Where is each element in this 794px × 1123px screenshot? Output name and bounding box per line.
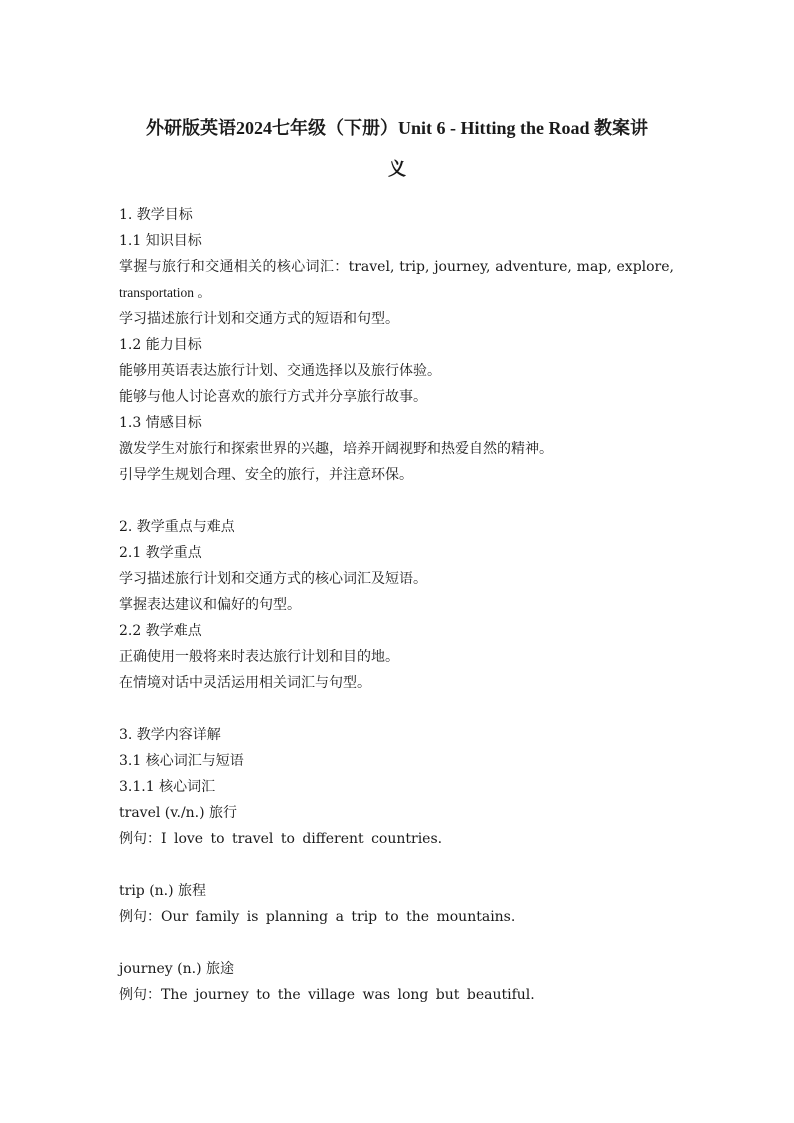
subsection-heading-1-1: 1.1 知识目标 xyxy=(119,233,202,249)
section-heading-2: 2. 教学重点与难点 xyxy=(119,519,235,535)
paragraph: 引导学生规划合理、安全的旅行，并注意环保。 xyxy=(119,467,413,483)
paragraph: 学习描述旅行计划和交通方式的短语和句型。 xyxy=(119,311,399,327)
subsection-heading-2-1: 2.1 教学重点 xyxy=(119,545,202,561)
example-sentence-journey: 例句：The journey to the village was long but beautiful. xyxy=(119,987,535,1003)
paragraph: 能够与他人讨论喜欢的旅行方式并分享旅行故事。 xyxy=(119,389,427,405)
paragraph: 掌握表达建议和偏好的句型。 xyxy=(119,597,301,613)
blank-line xyxy=(119,930,674,956)
document-title-line-2: 义 xyxy=(388,159,406,179)
subsection-heading-1-3: 1.3 情感目标 xyxy=(119,415,202,431)
vocab-entry-trip: trip (n.) 旅程 xyxy=(119,883,207,899)
paragraph: 正确使用一般将来时表达旅行计划和目的地。 xyxy=(119,649,399,665)
paragraph-vocab-list: 掌握与旅行和交通相关的核心词汇：travel, trip, journey, adventure, map, explore, xyxy=(119,259,674,275)
paragraph: 学习描述旅行计划和交通方式的核心词汇及短语。 xyxy=(119,571,427,587)
blank-line xyxy=(119,852,674,878)
section-heading-3: 3. 教学内容详解 xyxy=(119,727,221,743)
document-title-line-1: 外研版英语2024七年级（下册）Unit 6 - Hitting the Road 教案讲 xyxy=(145,118,648,138)
example-sentence-travel: 例句：I love to travel to different countries. xyxy=(119,831,443,847)
subsection-heading-3-1-1: 3.1.1 核心词汇 xyxy=(119,779,216,795)
subsection-heading-2-2: 2.2 教学难点 xyxy=(119,623,202,639)
example-sentence-trip: 例句：Our family is planning a trip to the mountains. xyxy=(119,909,516,925)
subsection-heading-3-1: 3.1 核心词汇与短语 xyxy=(119,753,244,769)
blank-line xyxy=(119,696,674,722)
paragraph: 激发学生对旅行和探索世界的兴趣，培养开阔视野和热爱自然的精神。 xyxy=(119,441,553,457)
vocab-entry-journey: journey (n.) 旅途 xyxy=(119,961,234,977)
paragraph: 能够用英语表达旅行计划、交通选择以及旅行体验。 xyxy=(119,363,441,379)
section-heading-1: 1. 教学目标 xyxy=(119,207,193,223)
paragraph-vocab-list-cont: transportation 。 xyxy=(119,285,211,300)
subsection-heading-1-2: 1.2 能力目标 xyxy=(119,337,202,353)
document-body xyxy=(119,202,674,1008)
vocab-entry-travel: travel (v./n.) 旅行 xyxy=(119,805,238,821)
blank-line xyxy=(119,488,674,514)
paragraph: 在情境对话中灵活运用相关词汇与句型。 xyxy=(119,675,371,691)
